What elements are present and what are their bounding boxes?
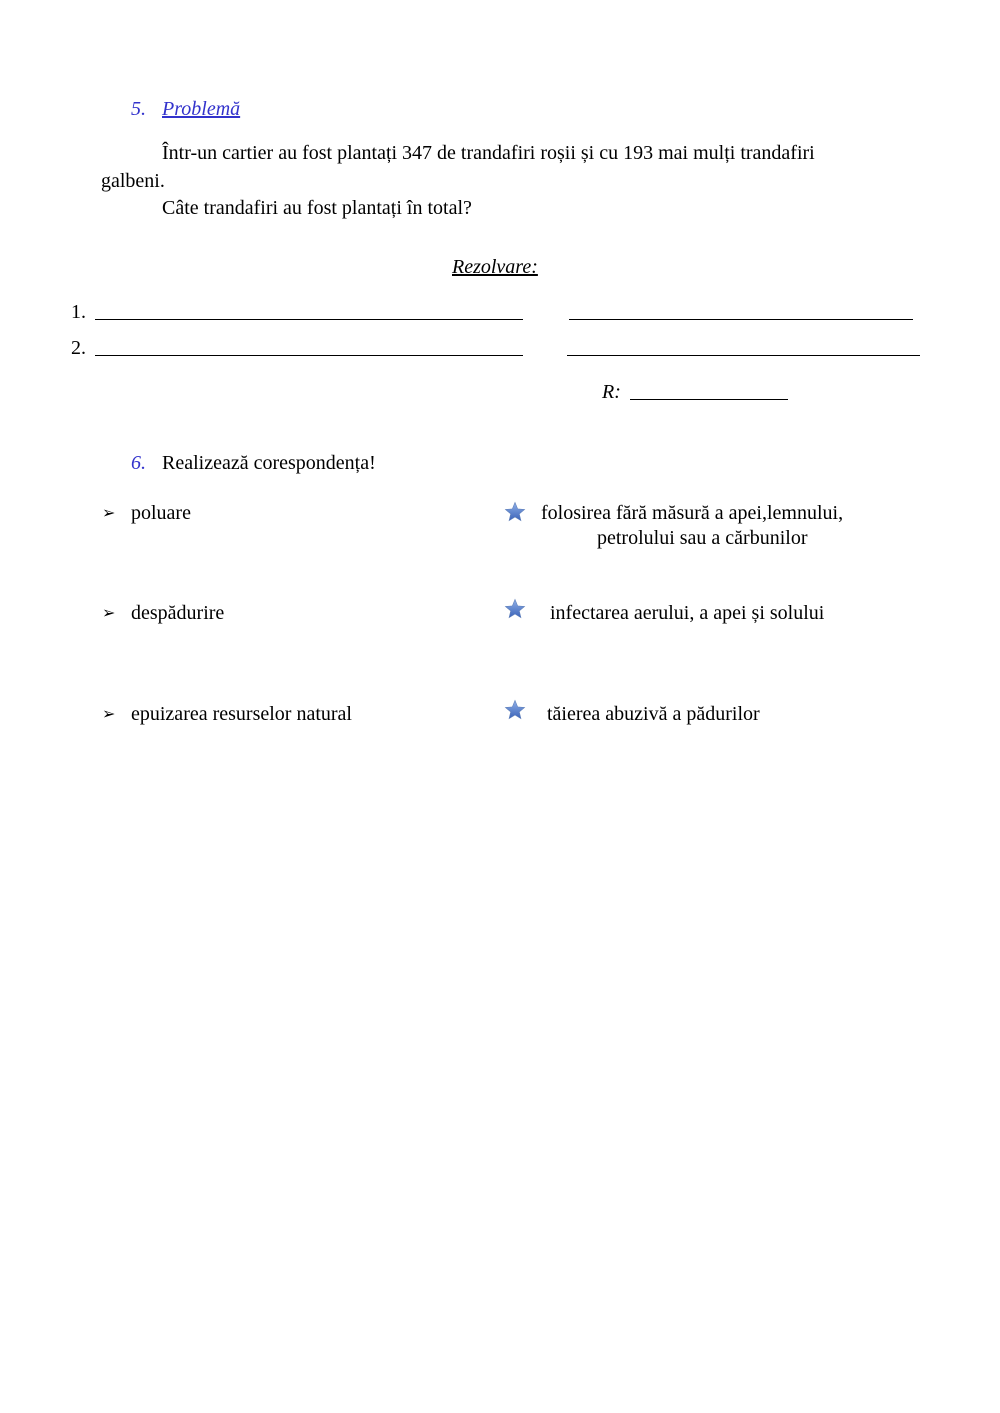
arrowhead-bullet-icon: ➢	[102, 603, 116, 622]
solution-row2-blank-left[interactable]	[95, 355, 523, 356]
left-item-poluare[interactable]: poluare	[131, 502, 191, 524]
problem-question: Câte trandafiri au fost plantați în total?	[162, 197, 472, 219]
star-icon	[504, 501, 526, 523]
solution-heading: Rezolvare:	[452, 256, 538, 278]
exercise-number: 6.	[131, 452, 146, 474]
right-item-1-line1[interactable]: folosirea fără măsură a apei,lemnului,	[541, 502, 844, 524]
right-item-1-line2[interactable]: petrolului sau a cărbunilor	[597, 527, 808, 549]
answer-label: R:	[602, 381, 621, 403]
star-icon	[504, 699, 526, 721]
star-icon	[504, 598, 526, 620]
solution-row1-label: 1.	[71, 301, 86, 323]
problem-text-line2: galbeni.	[101, 170, 165, 192]
right-item-3[interactable]: tăierea abuzivă a pădurilor	[547, 703, 760, 725]
problem-text-line1: Într-un cartier au fost plantați 347 de trandafiri roșii și cu 193 mai mulți trandafiri	[162, 142, 815, 164]
right-item-2[interactable]: infectarea aerului, a apei și solului	[550, 602, 825, 624]
solution-row1-blank-right[interactable]	[569, 319, 913, 320]
left-item-despadurire[interactable]: despădurire	[131, 602, 225, 624]
solution-row1-blank-left[interactable]	[95, 319, 523, 320]
solution-row2-label: 2.	[71, 337, 86, 359]
exercise-title: Realizează corespondența!	[162, 452, 376, 474]
answer-blank[interactable]	[630, 399, 788, 400]
problem-title[interactable]: Problemă	[162, 98, 241, 120]
solution-row2-blank-right[interactable]	[567, 355, 920, 356]
problem-number: 5.	[131, 98, 146, 120]
arrowhead-bullet-icon: ➢	[102, 704, 116, 723]
left-item-epuizarea[interactable]: epuizarea resurselor natural	[131, 703, 352, 725]
arrowhead-bullet-icon: ➢	[102, 503, 116, 522]
